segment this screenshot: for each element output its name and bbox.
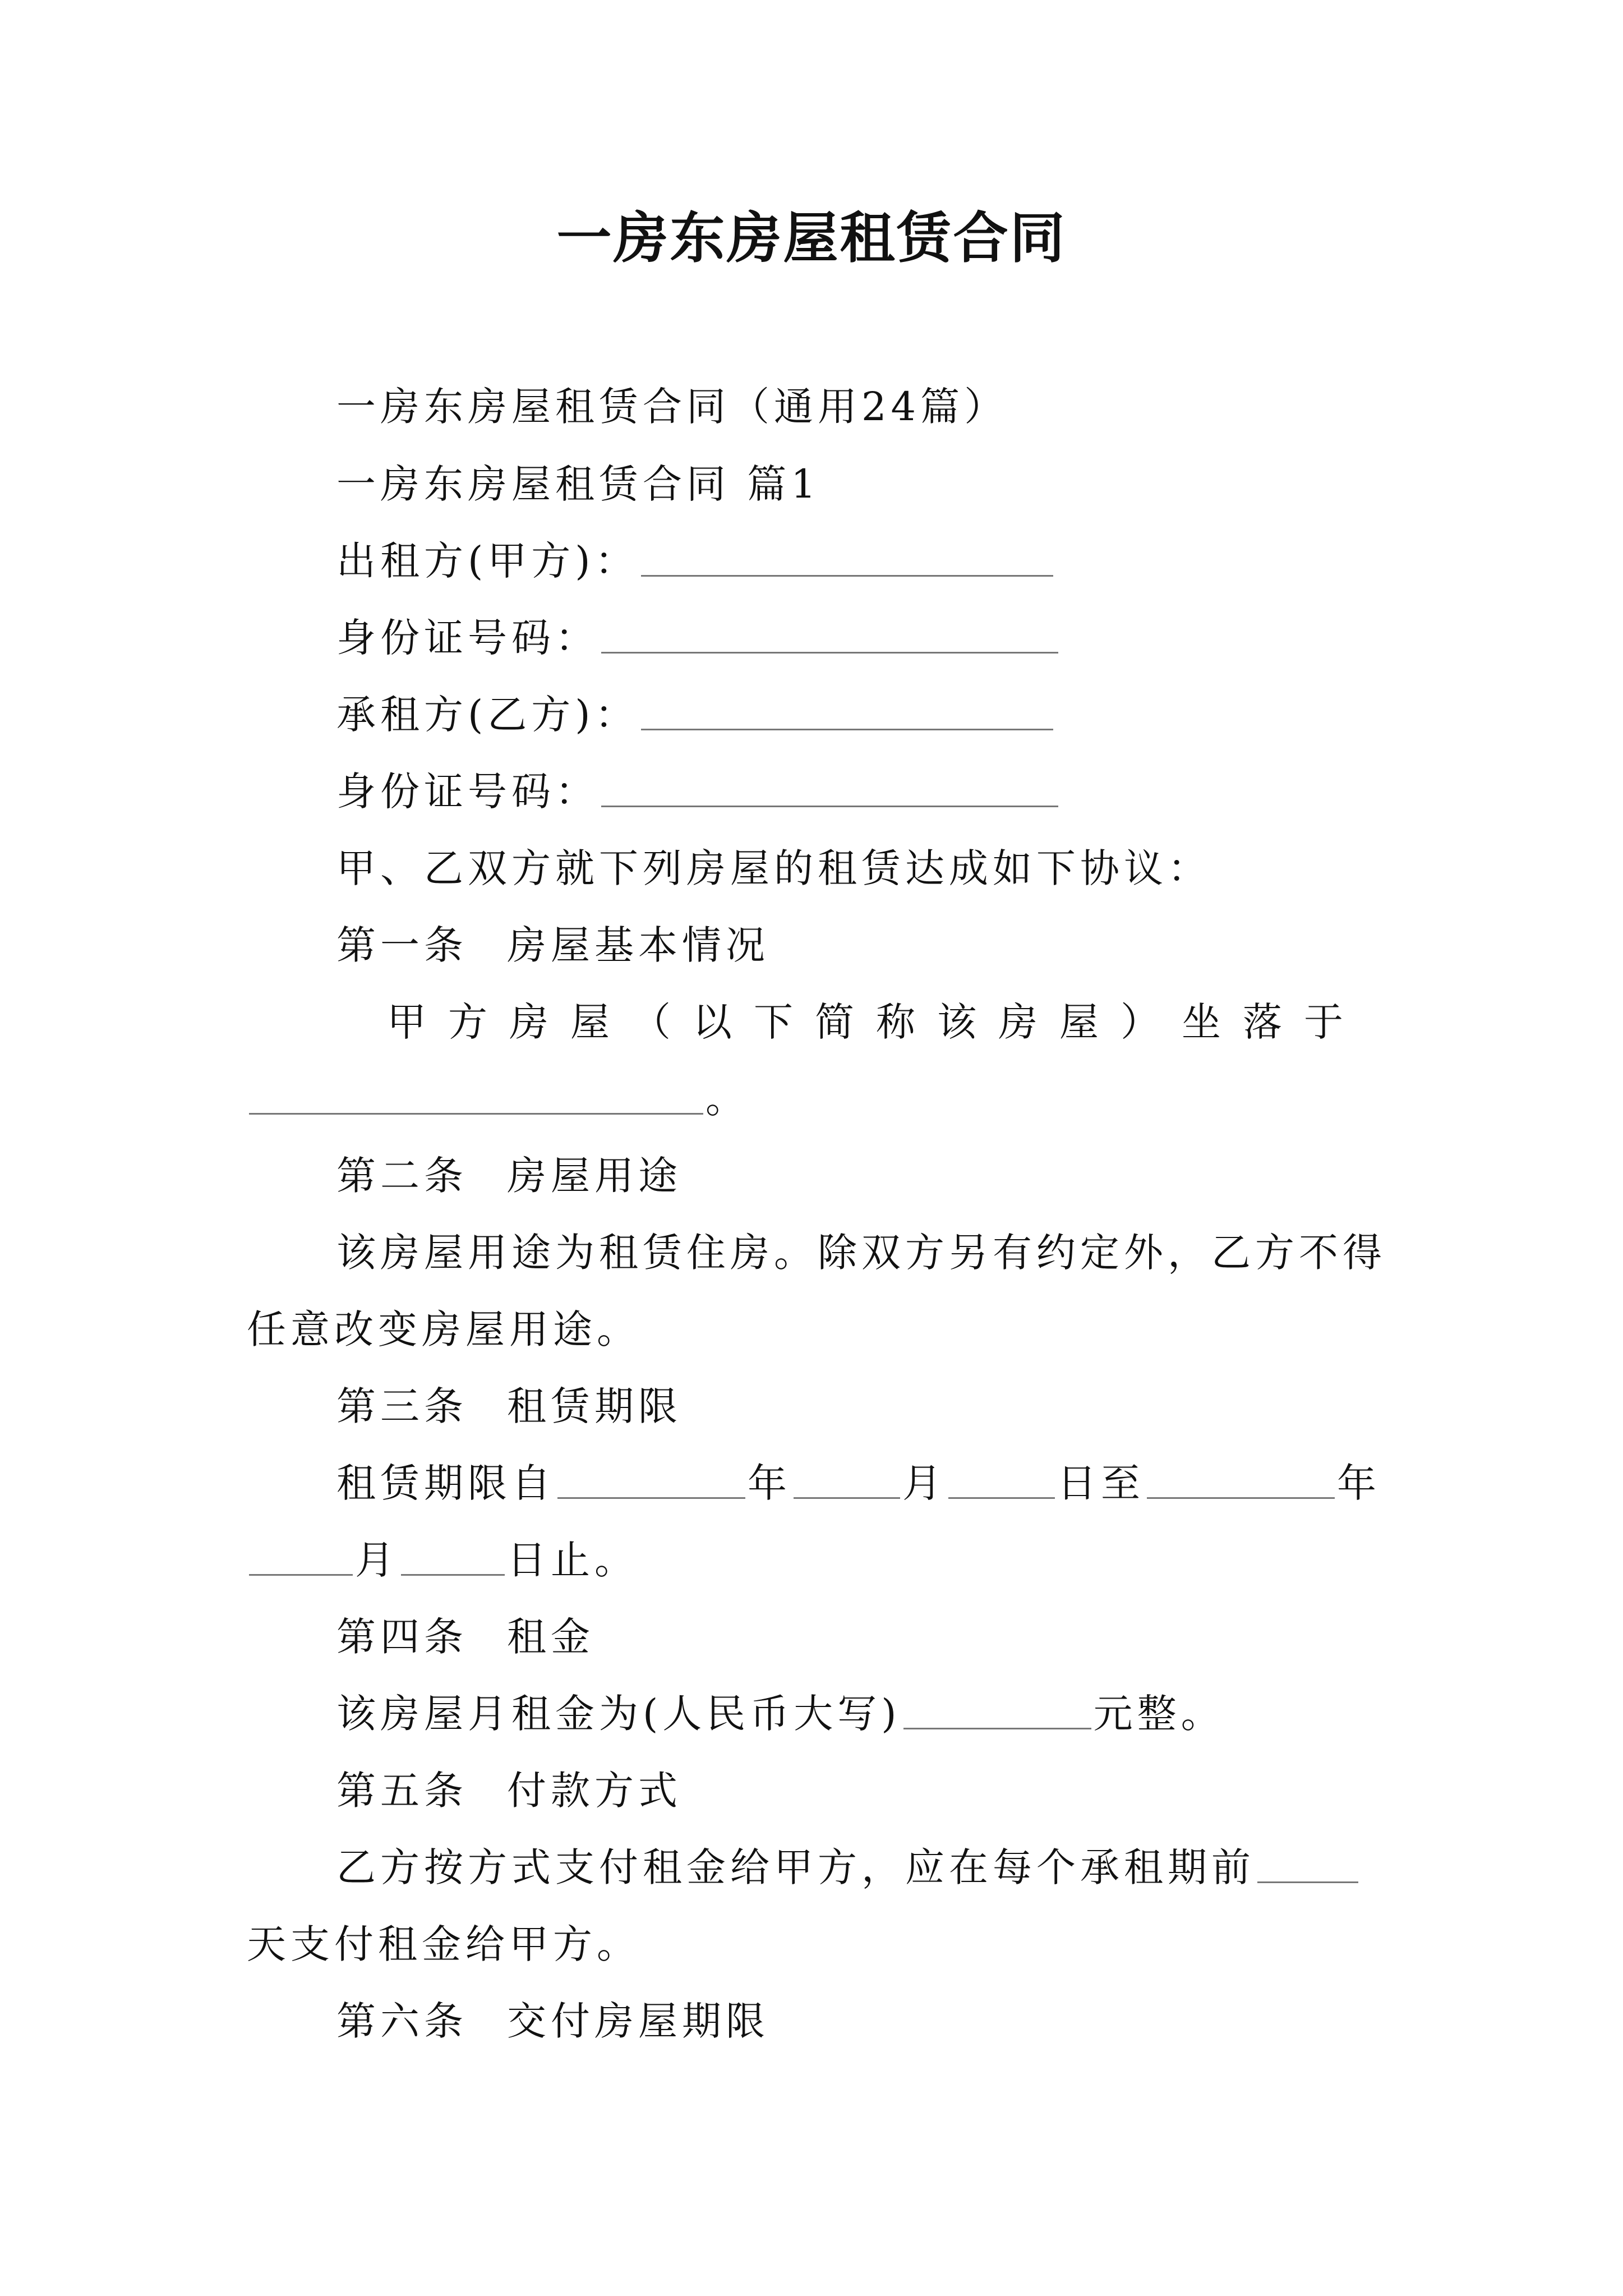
article2-heading-row: [336, 1151, 682, 1201]
term-prefix: 租赁期限自: [336, 1460, 555, 1506]
day-to-label: 日至: [1057, 1460, 1145, 1506]
end-month-label: 月: [355, 1537, 399, 1583]
article3-title: 租赁期限: [507, 1383, 682, 1429]
end-day-label: 日止。: [507, 1537, 638, 1583]
article5-heading-row: [336, 1765, 682, 1816]
article2-text-line1: 该房屋用途为租赁住房。除双方另有约定外，乙方不得: [336, 1230, 1386, 1276]
article1-heading: 第一条: [336, 922, 468, 968]
article6-title: 交付房屋期限: [507, 1998, 769, 2044]
article3-term-line2: [247, 1535, 638, 1585]
lessor-name-blank: [641, 574, 1053, 577]
lessor-id-blank: [601, 651, 1058, 654]
article1-heading-row: [336, 920, 769, 970]
end-day-blank: [401, 1573, 505, 1576]
article1-end: 。: [706, 1076, 749, 1122]
article5-title: 付款方式: [507, 1768, 682, 1814]
article1-title: 房屋基本情况: [507, 922, 769, 968]
start-year-blank: [557, 1496, 745, 1499]
article5-payment-row: [336, 1842, 1361, 1893]
article1-location-row: [247, 1074, 749, 1124]
lessee-id-label: 身份证号码：: [336, 769, 599, 815]
article4-heading: 第四条: [336, 1614, 468, 1660]
end-year-blank: [1147, 1496, 1335, 1499]
start-month-blank: [794, 1496, 900, 1499]
article2-title: 房屋用途: [507, 1153, 682, 1199]
lessee-row: [336, 689, 1055, 740]
article5-heading: 第五条: [336, 1768, 468, 1814]
chapter-heading: 一房东房屋租赁合同 篇1: [336, 461, 820, 507]
article6-heading-row: [336, 1996, 769, 2046]
article3-term-line1: [336, 1458, 1381, 1508]
payment-days-blank: [1257, 1880, 1358, 1883]
document-title: 一房东房屋租赁合同: [556, 206, 1067, 270]
lessee-id-row: [336, 766, 1061, 817]
article2-text-line2: 任意改变房屋用途。: [247, 1306, 640, 1352]
rent-amount-blank: [903, 1727, 1091, 1729]
article1-location-blank: [249, 1112, 703, 1115]
article4-rent-row: [336, 1688, 1225, 1739]
article4-heading-row: [336, 1612, 594, 1662]
lessee-label: 承租方(乙方)：: [336, 692, 639, 738]
payment-text: 乙方按方式支付租金给甲方，应在每个承租期前: [336, 1844, 1255, 1890]
lessor-row: [336, 536, 1055, 586]
article2-heading: 第二条: [336, 1153, 468, 1199]
lessee-id-blank: [601, 804, 1058, 807]
rent-end: 元整。: [1093, 1691, 1225, 1737]
rent-label: 该房屋月租金为(人民币大写): [336, 1691, 901, 1737]
lessee-name-blank: [641, 728, 1053, 730]
lessor-id-label: 身份证号码：: [336, 615, 599, 661]
article1-text: 甲方房屋（以下简称该房屋）坐落于: [387, 999, 1365, 1045]
article5-text-line2: 天支付租金给甲方。: [247, 1921, 640, 1967]
lessor-label: 出租方(甲方)：: [336, 538, 639, 584]
document-subtitle: 一房东房屋租赁合同（通用24篇）: [336, 384, 1008, 430]
start-year-label: 年: [748, 1460, 791, 1506]
article3-heading-row: [336, 1381, 682, 1432]
article3-heading: 第三条: [336, 1383, 468, 1429]
agreement-intro: 甲、乙双方就下列房屋的租赁达成如下协议：: [336, 845, 1211, 891]
start-month-label: 月: [902, 1460, 946, 1506]
article4-title: 租金: [507, 1614, 594, 1660]
lessor-id-row: [336, 613, 1061, 663]
end-year-label: 年: [1337, 1460, 1381, 1506]
end-month-blank: [249, 1573, 353, 1576]
article6-heading: 第六条: [336, 1998, 468, 2044]
start-day-blank: [948, 1496, 1055, 1499]
